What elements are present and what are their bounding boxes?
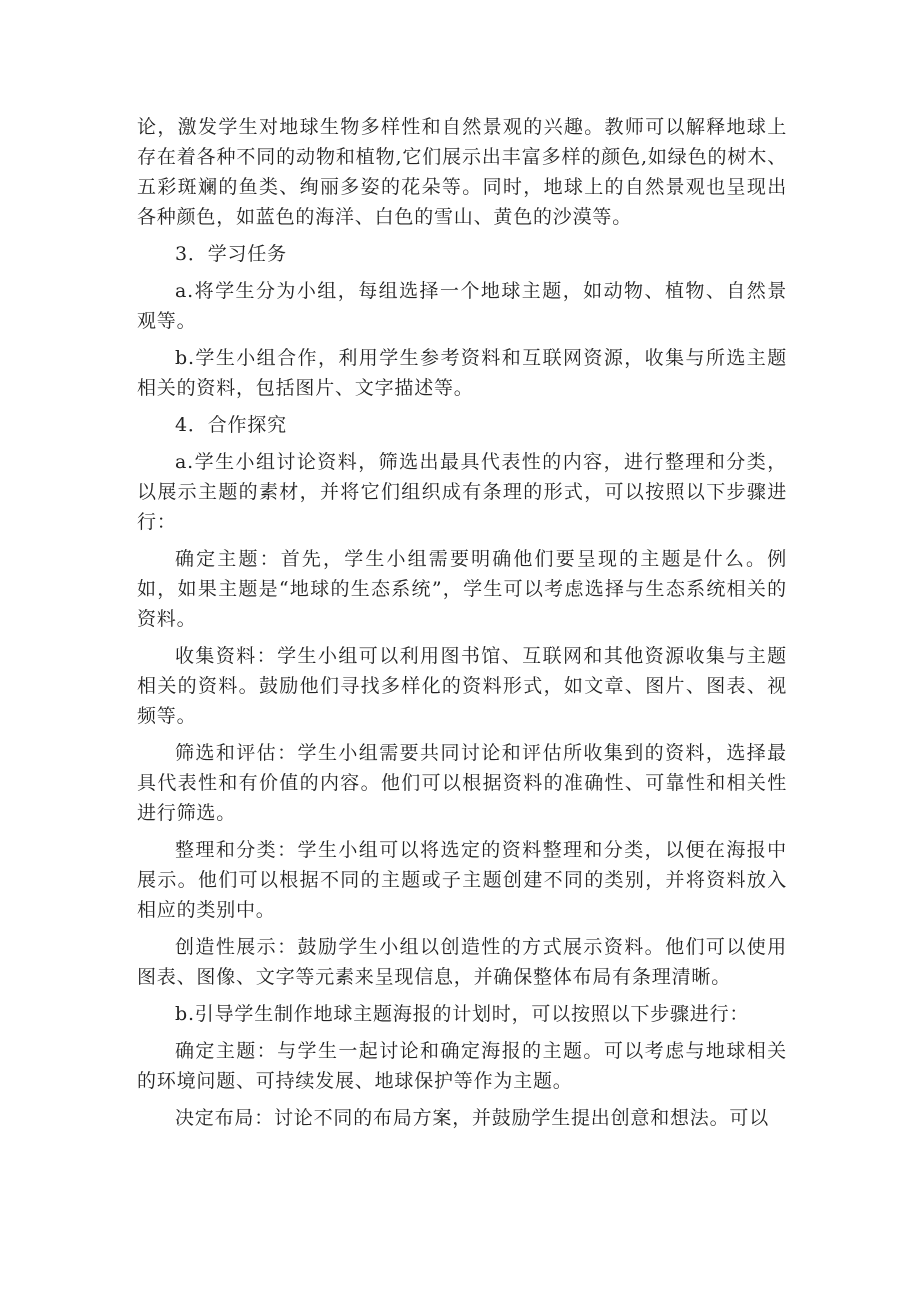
paragraph-task-b: b.学生小组合作，利用学生参考资料和互联网资源，收集与所选主题相关的资料，包括图片、文字描述等。 — [137, 347, 787, 399]
paragraph-poster-theme: 确定主题：与学生一起讨论和确定海报的主题。可以考虑与地球相关的环境问题、可持续发展、地球保护等作为主题。 — [137, 1040, 787, 1092]
paragraph-inquiry-b: b.引导学生制作地球主题海报的计划时，可以按照以下步骤进行： — [175, 1003, 750, 1025]
paragraph-determine-theme: 确定主题：首先，学生小组需要明确他们要呈现的主题是什么。例如，如果主题是“地球的生态系统”，学生可以考虑选择与生态系统相关的资料。 — [137, 548, 787, 630]
paragraph-task-a: a.将学生分为小组，每组选择一个地球主题，如动物、植物、自然景观等。 — [137, 280, 787, 332]
paragraph-creative-display: 创造性展示：鼓励学生小组以创造性的方式展示资料。他们可以使用图表、图像、文字等元素来呈现信息，并确保整体布局有条理清晰。 — [137, 936, 787, 988]
section-heading-cooperative-inquiry: 4．合作探究 — [175, 414, 287, 436]
paragraph-filter-evaluate: 筛选和评估：学生小组需要共同讨论和评估所收集到的资料，选择最具代表性和有价值的内容。他们可以根据资料的准确性、可靠性和相关性进行筛选。 — [137, 742, 787, 824]
paragraph-inquiry-a: a.学生小组讨论资料，筛选出最具代表性的内容，进行整理和分类，以展示主题的素材，并将它们组织成有条理的形式，可以按照以下步骤进行： — [137, 451, 787, 533]
paragraph-intro-continuation: 论，激发学生对地球生物多样性和自然景观的兴趣。教师可以解释地球上存在着各种不同的动物和植物,它们展示出丰富多样的颜色,如绿色的树木、五彩斑斓的鱼类、绚丽多姿的花朵等。同时，地球上的自然景观也呈现出各种颜色，如蓝色的海洋、白色的雪山、黄色的沙漠等。 — [137, 116, 787, 228]
paragraph-decide-layout: 决定布局：讨论不同的布局方案，并鼓励学生提出创意和想法。可以 — [175, 1107, 770, 1129]
section-heading-learning-task: 3．学习任务 — [175, 243, 287, 265]
document-page — [137, 112, 787, 1140]
paragraph-organize-classify: 整理和分类：学生小组可以将选定的资料整理和分类，以便在海报中展示。他们可以根据不同的主题或子主题创建不同的类别，并将资料放入相应的类别中。 — [137, 839, 787, 921]
paragraph-collect-materials: 收集资料：学生小组可以利用图书馆、互联网和其他资源收集与主题相关的资料。鼓励他们寻找多样化的资料形式，如文章、图片、图表、视频等。 — [137, 645, 787, 727]
